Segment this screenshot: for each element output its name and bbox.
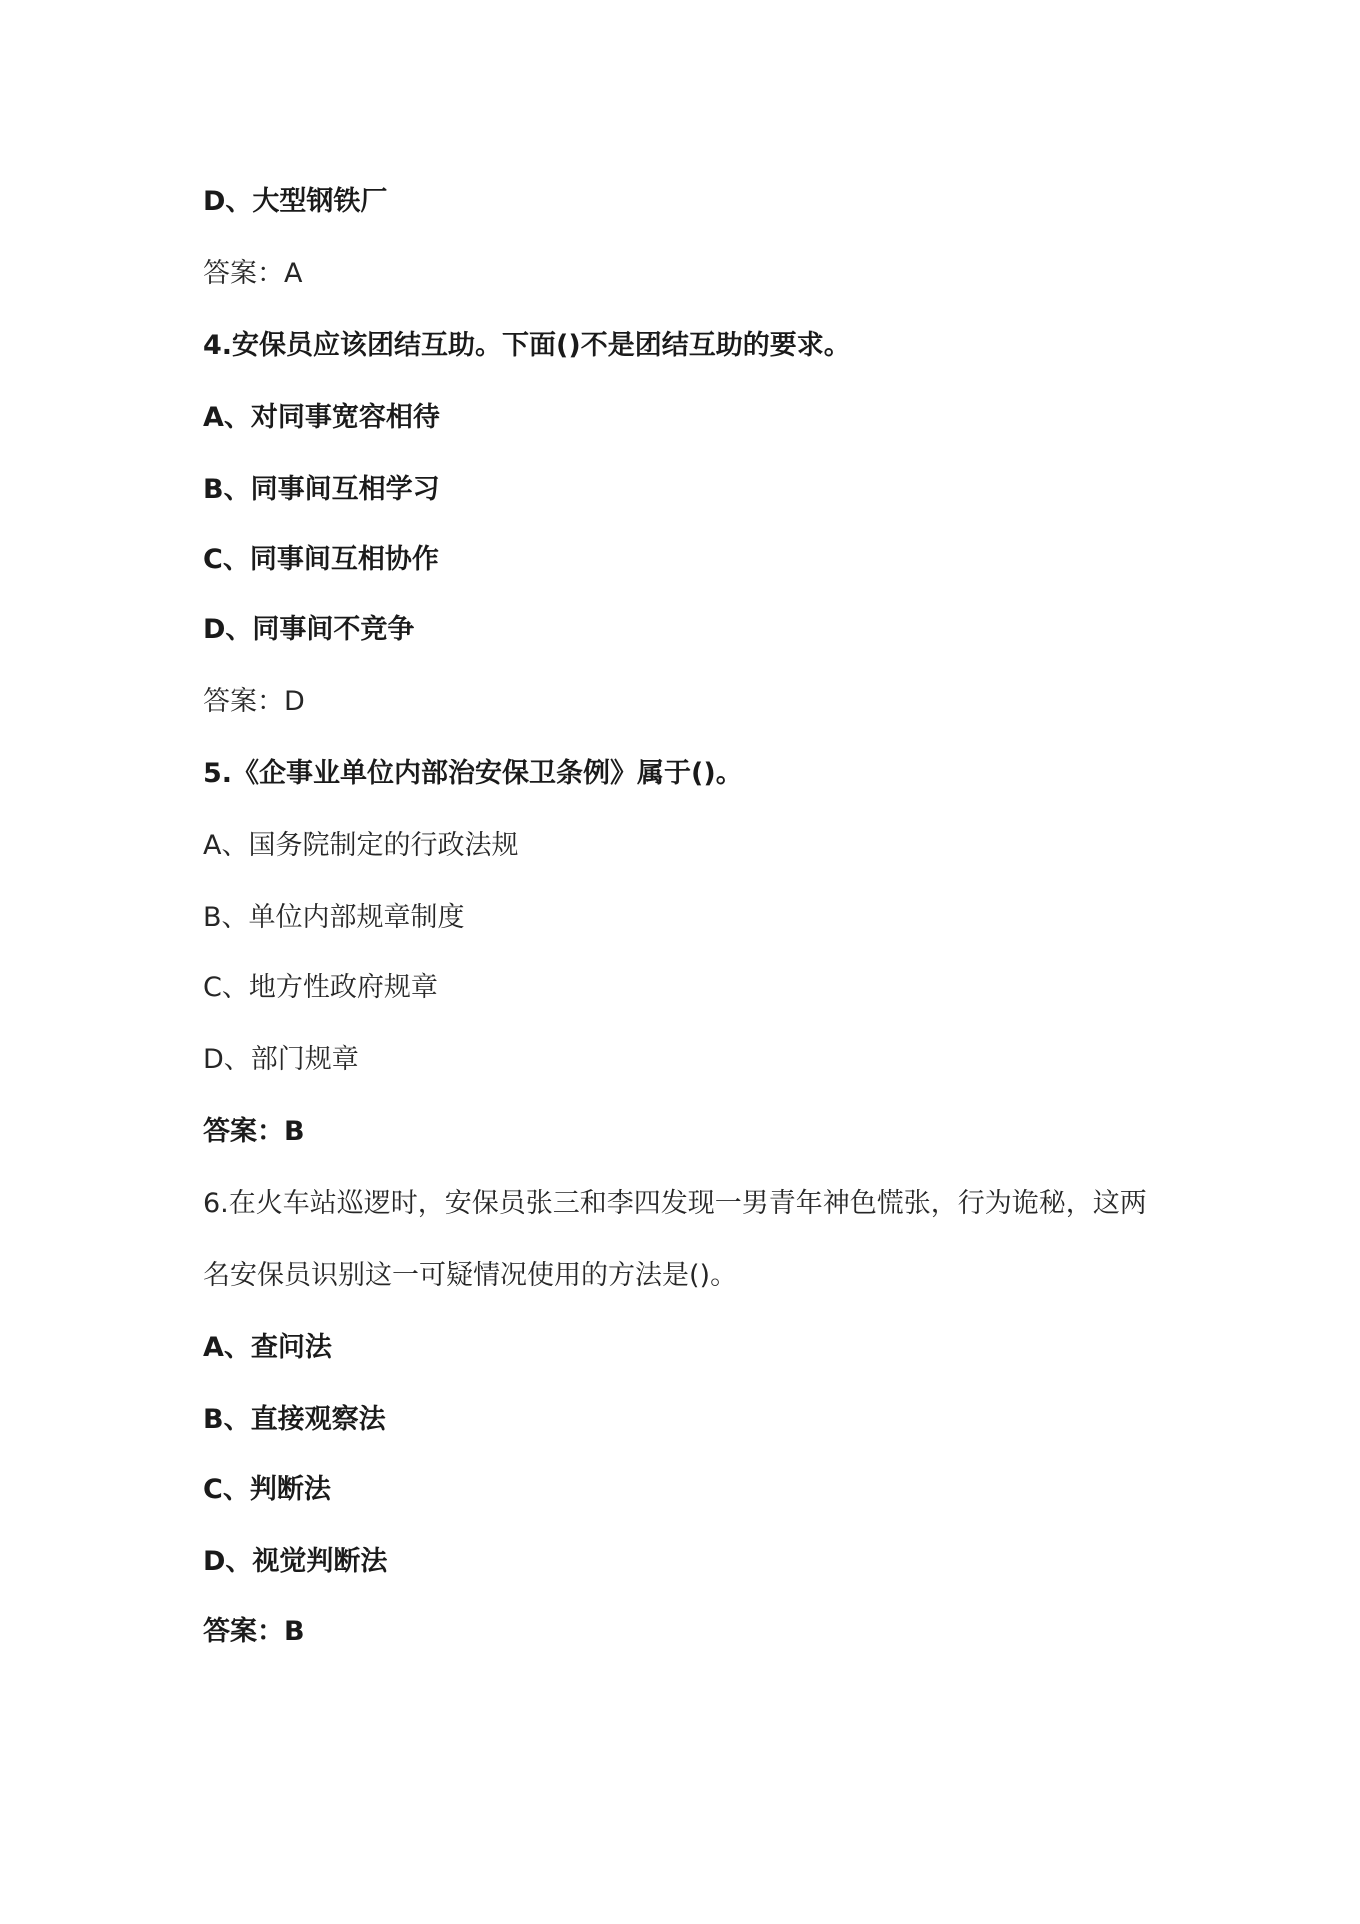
question-5-option-c: C、地方性政府规章 (203, 972, 438, 1003)
question-6-option-d: D、视觉判断法 (203, 1546, 388, 1577)
question-5-stem: 5.《企事业单位内部治安保卫条例》属于()。 (203, 758, 743, 789)
question-6-stem-line-1: 6.在火车站巡逻时，安保员张三和李四发现一男青年神色慌张，行为诡秘，这两 (203, 1188, 1147, 1219)
question-6-answer: 答案：B (203, 1616, 305, 1647)
question-6-option-c: C、判断法 (203, 1474, 331, 1505)
question-5-option-b: B、单位内部规章制度 (203, 902, 465, 933)
question-4-option-a: A、对同事宽容相待 (203, 402, 440, 433)
question-5-option-a: A、国务院制定的行政法规 (203, 830, 519, 861)
prev-option-d: D、大型钢铁厂 (203, 186, 388, 217)
question-4-option-d: D、同事间不竞争 (203, 614, 415, 645)
prev-answer: 答案：A (203, 258, 303, 289)
question-6-option-a: A、查问法 (203, 1332, 332, 1363)
question-4-stem: 4.安保员应该团结互助。下面()不是团结互助的要求。 (203, 330, 851, 361)
question-5-answer: 答案：B (203, 1116, 305, 1147)
question-4-answer: 答案：D (203, 686, 305, 717)
question-6-stem-line-2: 名安保员识别这一可疑情况使用的方法是()。 (203, 1260, 738, 1291)
question-4-option-c: C、同事间互相协作 (203, 544, 439, 575)
question-6-option-b: B、直接观察法 (203, 1404, 386, 1435)
question-5-option-d: D、部门规章 (203, 1044, 359, 1075)
question-4-option-b: B、同事间互相学习 (203, 474, 440, 505)
